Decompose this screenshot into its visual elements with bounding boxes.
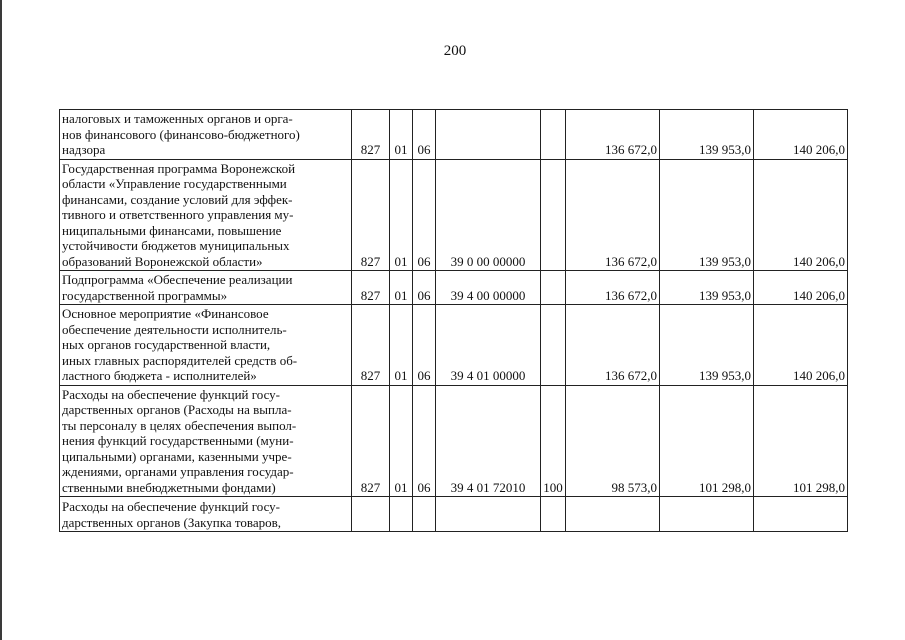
subsection-code-cell: 06 xyxy=(413,385,436,497)
item-name-line: Основное мероприятие «Финансовое xyxy=(62,306,269,321)
amount-year2-cell: 101 298,0 xyxy=(660,385,754,497)
subsection-code-cell: 06 xyxy=(413,271,436,305)
section-code-cell: 01 xyxy=(390,159,413,271)
subsection-code-cell: 06 xyxy=(413,159,436,271)
amount-year3-cell: 140 206,0 xyxy=(754,271,848,305)
item-name-cell xyxy=(60,385,352,497)
item-name-line: дарственных органов (Расходы на выпла- xyxy=(62,402,292,417)
expense-type-cell xyxy=(541,497,566,532)
item-name-line: Подпрограмма «Обеспечение реализации xyxy=(62,272,293,287)
item-name-line: ты персоналу в целях обеспечения выпол- xyxy=(62,417,297,433)
ved-code-cell: 827 xyxy=(352,271,390,305)
item-name-line: ниципальными финансами, повышение xyxy=(62,222,282,238)
table-row xyxy=(60,385,848,497)
item-name-cell xyxy=(60,159,352,271)
item-name-line: дарственных органов (Закупка товаров, xyxy=(62,514,281,530)
item-name-line: Расходы на обеспечение функций госу- xyxy=(62,386,281,402)
budget-table-body xyxy=(60,110,848,532)
target-article-cell xyxy=(436,110,541,160)
amount-year1-cell: 98 573,0 xyxy=(566,385,660,497)
amount-year1-cell xyxy=(566,497,660,532)
item-name-cell xyxy=(60,110,352,160)
item-name-line: образований Воронежской области» xyxy=(62,253,263,269)
item-name-line: ластного бюджета - исполнителей» xyxy=(62,368,257,383)
amount-year1-cell: 136 672,0 xyxy=(566,271,660,305)
item-name-line: обеспечение деятельности исполнитель- xyxy=(62,321,287,337)
item-name-line: нения функций государственными (муни- xyxy=(62,433,294,448)
ved-code-cell xyxy=(352,497,390,532)
item-name-line: тивного и ответственного управления му- xyxy=(62,207,294,222)
table-row xyxy=(60,305,848,386)
item-name-line: ственными внебюджетными фондами) xyxy=(62,479,276,495)
table-row xyxy=(60,271,848,305)
amount-year3-cell: 140 206,0 xyxy=(754,305,848,386)
item-name-cell xyxy=(60,305,352,386)
item-name-line: области «Управление государственными xyxy=(62,176,287,191)
amount-year2-cell xyxy=(660,497,754,532)
item-name-line: налоговых и таможенных органов и орга- xyxy=(62,111,293,126)
item-name-cell xyxy=(60,497,352,532)
expense-type-cell xyxy=(541,305,566,386)
page-number: 200 xyxy=(443,43,467,59)
expense-type-cell: 100 xyxy=(541,385,566,497)
amount-year3-cell: 140 206,0 xyxy=(754,159,848,271)
table-row xyxy=(60,110,848,160)
amount-year2-cell: 139 953,0 xyxy=(660,110,754,160)
table-row xyxy=(60,159,848,271)
budget-table xyxy=(59,109,848,532)
section-code-cell: 01 xyxy=(390,110,413,160)
amount-year1-cell: 136 672,0 xyxy=(566,159,660,271)
expense-type-cell xyxy=(541,159,566,271)
target-article-cell: 39 4 00 00000 xyxy=(436,271,541,305)
amount-year2-cell: 139 953,0 xyxy=(660,305,754,386)
subsection-code-cell xyxy=(413,497,436,532)
item-name-line: государственной программы» xyxy=(62,287,228,303)
item-name-cell xyxy=(60,271,352,305)
scan-left-edge xyxy=(0,0,2,640)
section-code-cell xyxy=(390,497,413,532)
ved-code-cell: 827 xyxy=(352,159,390,271)
item-name-line: иных главных распорядителей средств об- xyxy=(62,352,298,368)
section-code-cell: 01 xyxy=(390,271,413,305)
amount-year3-cell xyxy=(754,497,848,532)
target-article-cell: 39 0 00 00000 xyxy=(436,159,541,271)
item-name-line: ждениями, органами управления государ- xyxy=(62,464,294,479)
target-article-cell: 39 4 01 72010 xyxy=(436,385,541,497)
amount-year2-cell: 139 953,0 xyxy=(660,159,754,271)
amount-year2-cell: 139 953,0 xyxy=(660,271,754,305)
amount-year1-cell: 136 672,0 xyxy=(566,110,660,160)
ved-code-cell: 827 xyxy=(352,385,390,497)
amount-year3-cell: 101 298,0 xyxy=(754,385,848,497)
item-name-line: Расходы на обеспечение функций госу- xyxy=(62,499,281,514)
ved-code-cell: 827 xyxy=(352,110,390,160)
table-row xyxy=(60,497,848,532)
section-code-cell: 01 xyxy=(390,305,413,386)
amount-year3-cell: 140 206,0 xyxy=(754,110,848,160)
subsection-code-cell: 06 xyxy=(413,305,436,386)
item-name-line: надзора xyxy=(62,142,106,157)
expense-type-cell xyxy=(541,110,566,160)
item-name-line: нов финансового (финансово-бюджетного) xyxy=(62,126,300,142)
subsection-code-cell: 06 xyxy=(413,110,436,160)
item-name-line: устойчивости бюджетов муниципальных xyxy=(62,238,290,253)
item-name-line: финансами, создание условий для эффек- xyxy=(62,191,293,207)
item-name-line: ципальными) органами, казенными учре- xyxy=(62,448,292,464)
amount-year1-cell: 136 672,0 xyxy=(566,305,660,386)
item-name-line: ных органов государственной власти, xyxy=(62,337,271,352)
item-name-line: Государственная программа Воронежской xyxy=(62,160,296,176)
expense-type-cell xyxy=(541,271,566,305)
target-article-cell xyxy=(436,497,541,532)
target-article-cell: 39 4 01 00000 xyxy=(436,305,541,386)
section-code-cell: 01 xyxy=(390,385,413,497)
ved-code-cell: 827 xyxy=(352,305,390,386)
